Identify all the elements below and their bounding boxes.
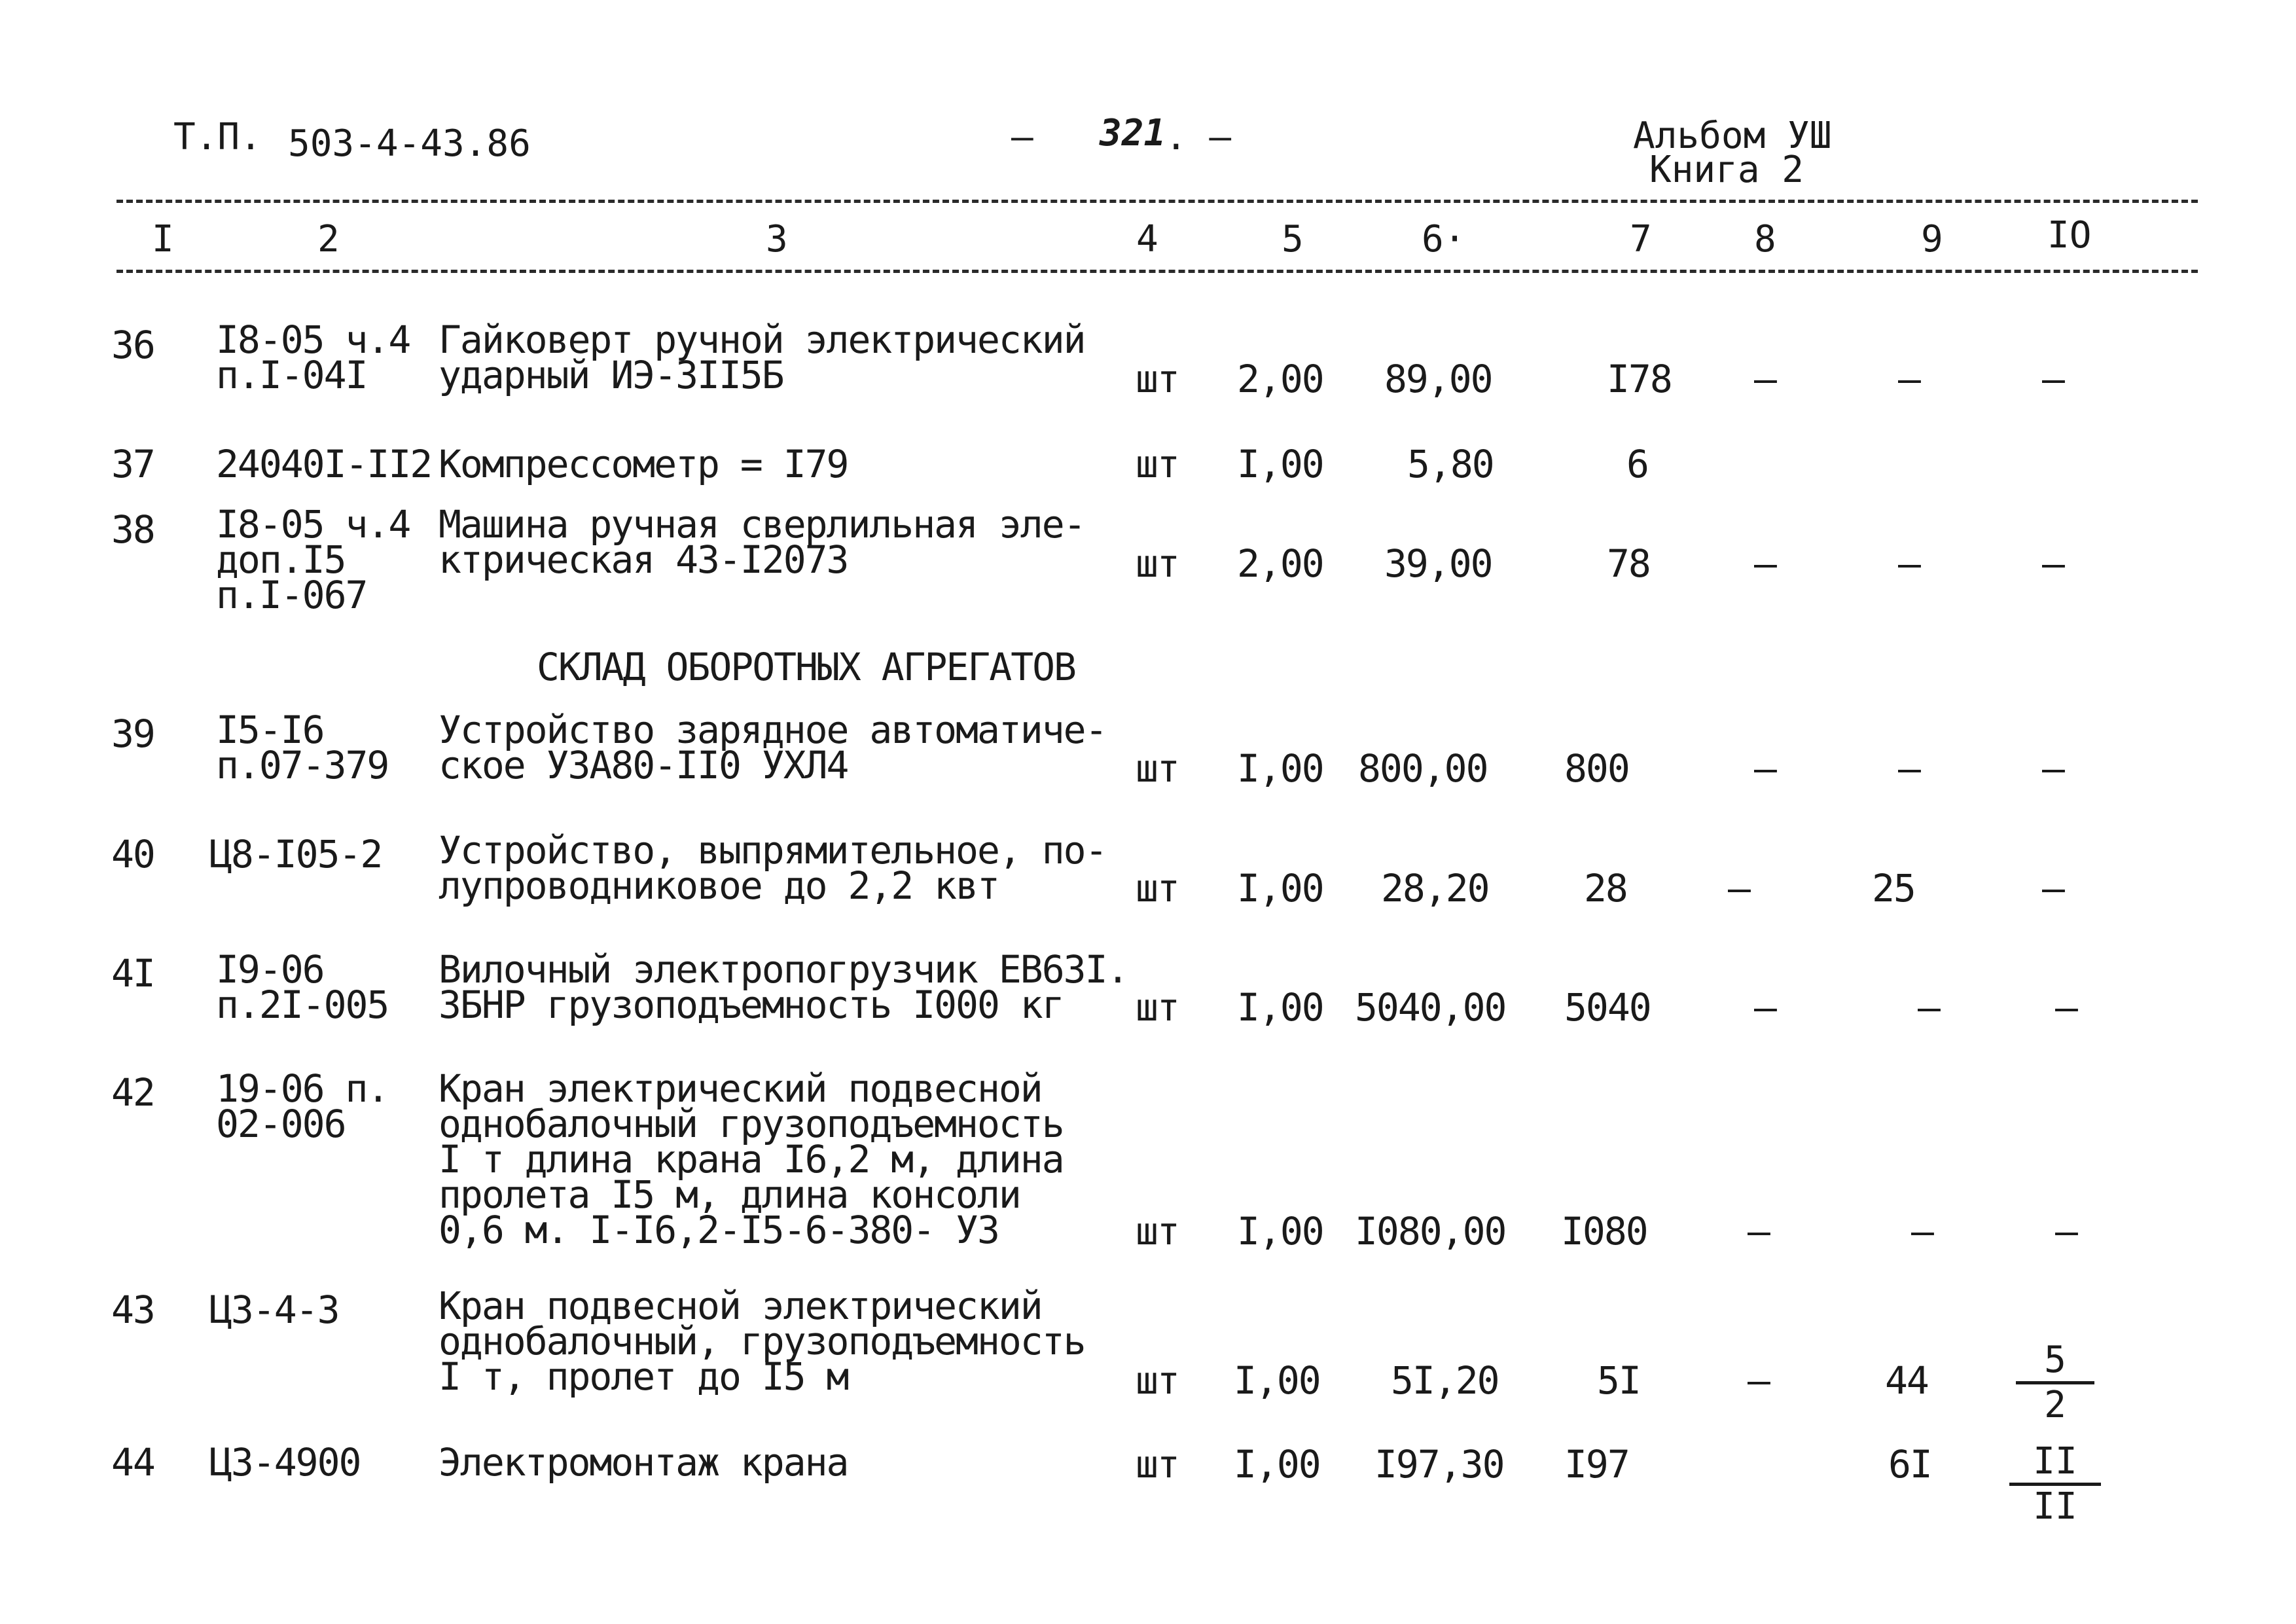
col10-value: –	[2042, 746, 2064, 791]
header-bottom-rule	[117, 270, 2198, 273]
price: 5I,20	[1391, 1358, 1499, 1403]
quantity: I,00	[1237, 985, 1323, 1030]
item-description: Устройство, выпрямительное, по- лупроводниковое до 2,2 квт	[439, 828, 1107, 908]
col10-value: –	[2042, 866, 2064, 911]
quantity: I,00	[1234, 1358, 1320, 1403]
page-dash-left: –	[1011, 116, 1033, 158]
col10-fraction	[2009, 1440, 2101, 1528]
item-description: Кран подвесной электрический однобалочный, грузоподъемность I т, пролет до I5 м	[439, 1284, 1085, 1399]
col9-value: –	[1918, 985, 1939, 1030]
unit: шт	[1136, 442, 1179, 486]
row-number: 37	[111, 442, 154, 486]
column-header-2: 2	[317, 218, 340, 261]
fraction-denominator: II	[2033, 1485, 2077, 1528]
header-top-rule	[117, 200, 2198, 203]
price: I080,00	[1355, 1209, 1506, 1254]
unit: шт	[1136, 746, 1179, 791]
tp-label: Т.П.	[173, 116, 262, 158]
document-code: 503-4-43.86	[288, 122, 531, 165]
col9-value: –	[1911, 1209, 1933, 1254]
col8-value: –	[1754, 541, 1776, 586]
price: 5,80	[1407, 442, 1494, 486]
item-code: Ц3-4900	[209, 1440, 361, 1485]
page-dash-right: . –	[1165, 116, 1232, 158]
row-number: 36	[111, 323, 154, 367]
item-code: I8-05 ч.4 п.I-04I	[216, 317, 410, 397]
column-header-1: I	[152, 218, 174, 261]
total: 5040	[1564, 985, 1651, 1030]
row-number: 4I	[111, 951, 154, 996]
item-code: I8-05 ч.4 доп.I5 п.I-067	[216, 502, 410, 617]
quantity: 2,00	[1237, 541, 1323, 586]
col9-value: 44	[1885, 1358, 1928, 1403]
col8-value: –	[1754, 357, 1776, 401]
row-number: 42	[111, 1070, 154, 1115]
fraction-numerator: II	[2033, 1440, 2077, 1483]
book-label: Книга 2	[1649, 149, 1804, 191]
total: 800	[1564, 746, 1629, 791]
item-description: Компрессометр = I79	[439, 442, 848, 486]
price: 39,00	[1384, 541, 1492, 586]
unit: шт	[1136, 1358, 1179, 1403]
fraction-denominator: 2	[2044, 1384, 2066, 1426]
unit: шт	[1136, 541, 1179, 586]
unit: шт	[1136, 866, 1179, 911]
total: I080	[1561, 1209, 1647, 1254]
item-description: Устройство зарядное автоматиче- ское УЗА80-II0 УХЛ4	[439, 708, 1107, 787]
col10-value: –	[2042, 541, 2064, 586]
total: I97	[1564, 1442, 1629, 1487]
column-header-6: 6·	[1422, 218, 1466, 261]
quantity: I,00	[1237, 746, 1323, 791]
price: 89,00	[1384, 357, 1492, 401]
col9-value: –	[1898, 746, 1920, 791]
column-header-3: 3	[766, 218, 788, 261]
item-code: Ц3-4-3	[209, 1288, 339, 1332]
quantity: I,00	[1237, 866, 1323, 911]
col10-value: –	[2042, 357, 2064, 401]
col8-value: –	[1728, 866, 1749, 911]
album-label: Альбом УШ	[1633, 115, 1832, 157]
row-number: 38	[111, 507, 154, 552]
column-header-7: 7	[1630, 218, 1652, 261]
row-number: 43	[111, 1288, 154, 1332]
item-description: Кран электрический подвесной однобалочный грузоподъемность I т длина крана I6,2 м, длина пролета I5 м, длина консоли 0,6 м. I-I6,2-I5-6-380- УЗ	[439, 1066, 1064, 1252]
section-title: СКЛАД ОБОРОТНЫХ АГРЕГАТОВ	[537, 645, 1075, 689]
price: 5040,00	[1355, 985, 1506, 1030]
col10-value: –	[2055, 1209, 2077, 1254]
column-header-9: 9	[1921, 218, 1943, 261]
quantity: I,00	[1237, 442, 1323, 486]
total: I78	[1607, 357, 1672, 401]
price: I97,30	[1374, 1442, 1504, 1487]
item-description: Электромонтаж крана	[439, 1440, 848, 1485]
price: 800,00	[1358, 746, 1488, 791]
col10-fraction	[2016, 1339, 2094, 1426]
item-code: 19-06 п. 02-006	[216, 1066, 389, 1146]
row-number: 39	[111, 712, 154, 756]
column-header-10: IO	[2047, 214, 2092, 257]
quantity: I,00	[1234, 1442, 1320, 1487]
row-number: 44	[111, 1440, 154, 1485]
col8-value: –	[1754, 985, 1776, 1030]
total: 6	[1626, 442, 1648, 486]
fraction-numerator: 5	[2044, 1339, 2066, 1381]
col8-value: –	[1754, 746, 1776, 791]
quantity: I,00	[1237, 1209, 1323, 1254]
quantity: 2,00	[1237, 357, 1323, 401]
item-description: Гайковерт ручной электрический ударный ИЭ-3II5Б	[439, 317, 1085, 397]
row-number: 40	[111, 832, 154, 876]
total: 5I	[1597, 1358, 1640, 1403]
col9-value: –	[1898, 541, 1920, 586]
price: 28,20	[1381, 866, 1489, 911]
total: 28	[1584, 866, 1627, 911]
unit: шт	[1136, 985, 1179, 1030]
item-code: Ц8-I05-2	[209, 832, 382, 876]
unit: шт	[1136, 357, 1179, 401]
item-code: 24040I-II2	[216, 442, 432, 486]
col9-value: –	[1898, 357, 1920, 401]
col8-value: –	[1748, 1209, 1769, 1254]
column-header-5: 5	[1282, 218, 1304, 261]
item-description: Вилочный электропогрузчик ЕВ63I. ЗБНР грузоподъемность I000 кг	[439, 947, 1128, 1027]
item-code: I5-I6 п.07-379	[216, 708, 389, 787]
total: 78	[1607, 541, 1650, 586]
item-code: I9-06 п.2I-005	[216, 947, 389, 1027]
column-header-4: 4	[1136, 218, 1158, 261]
page-number: 321	[1100, 112, 1166, 154]
unit: шт	[1136, 1209, 1179, 1254]
col9-value: 6I	[1888, 1442, 1931, 1487]
column-header-8: 8	[1754, 218, 1776, 261]
col10-value: –	[2055, 985, 2077, 1030]
col8-value: –	[1748, 1358, 1769, 1403]
unit: шт	[1136, 1442, 1179, 1487]
item-description: Машина ручная сверлильная эле- ктрическая 43-I2073	[439, 502, 1085, 582]
col9-value: 25	[1872, 866, 1915, 911]
